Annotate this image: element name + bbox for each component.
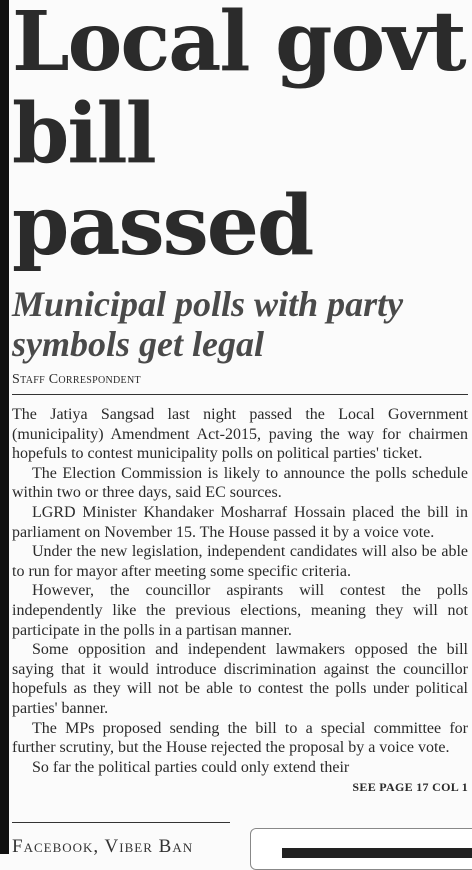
news-article [12, 0, 468, 795]
headline: Local govt bill passed [12, 0, 465, 274]
paragraph: The Jatiya Sangsad last night passed the Local Government (municipality) Amendment Act-2015, paving the way for chairmen hopefuls to contest municipality polls on political parties' ticket. [12, 406, 468, 463]
next-article-heading: Facebook, Viber Ban [12, 836, 194, 857]
paragraph: However, the councillor aspirants will contest the polls independently like the previous elections, meaning they will not participate in the polls in a partisan manner. [12, 582, 468, 639]
page-edge-strip [0, 0, 9, 854]
paragraph: Some opposition and independent lawmakers opposed the bill saying that it would introduce discrimination against the councillor hopefuls as they will not be able to contest the polls under political parties' banner. [12, 641, 468, 717]
paragraph: The Election Commission is likely to announce the polls schedule within two or three days, said EC sources. [12, 464, 468, 502]
paragraph: LGRD Minister Khandaker Mosharraf Hossain placed the bill in parliament on November 15. The House passed it by a voice vote. [12, 503, 468, 541]
subheadline: Municipal polls with party symbols get legal [12, 284, 404, 364]
paragraph: So far the political parties could only extend their [32, 758, 350, 776]
section-divider [12, 822, 230, 823]
byline: Staff Correspondent [12, 372, 468, 395]
article-body [12, 405, 468, 777]
paragraph: The MPs proposed sending the bill to a special committee for further scrutiny, but the House rejected the proposal by a voice vote. [12, 719, 468, 757]
paragraph: Under the new legislation, independent candidates will also be able to run for mayor after meeting some specific criteria. [12, 543, 468, 580]
continuation-jump: SEE PAGE 17 COL 1 [352, 780, 468, 795]
adjacent-box-bar [282, 848, 472, 858]
